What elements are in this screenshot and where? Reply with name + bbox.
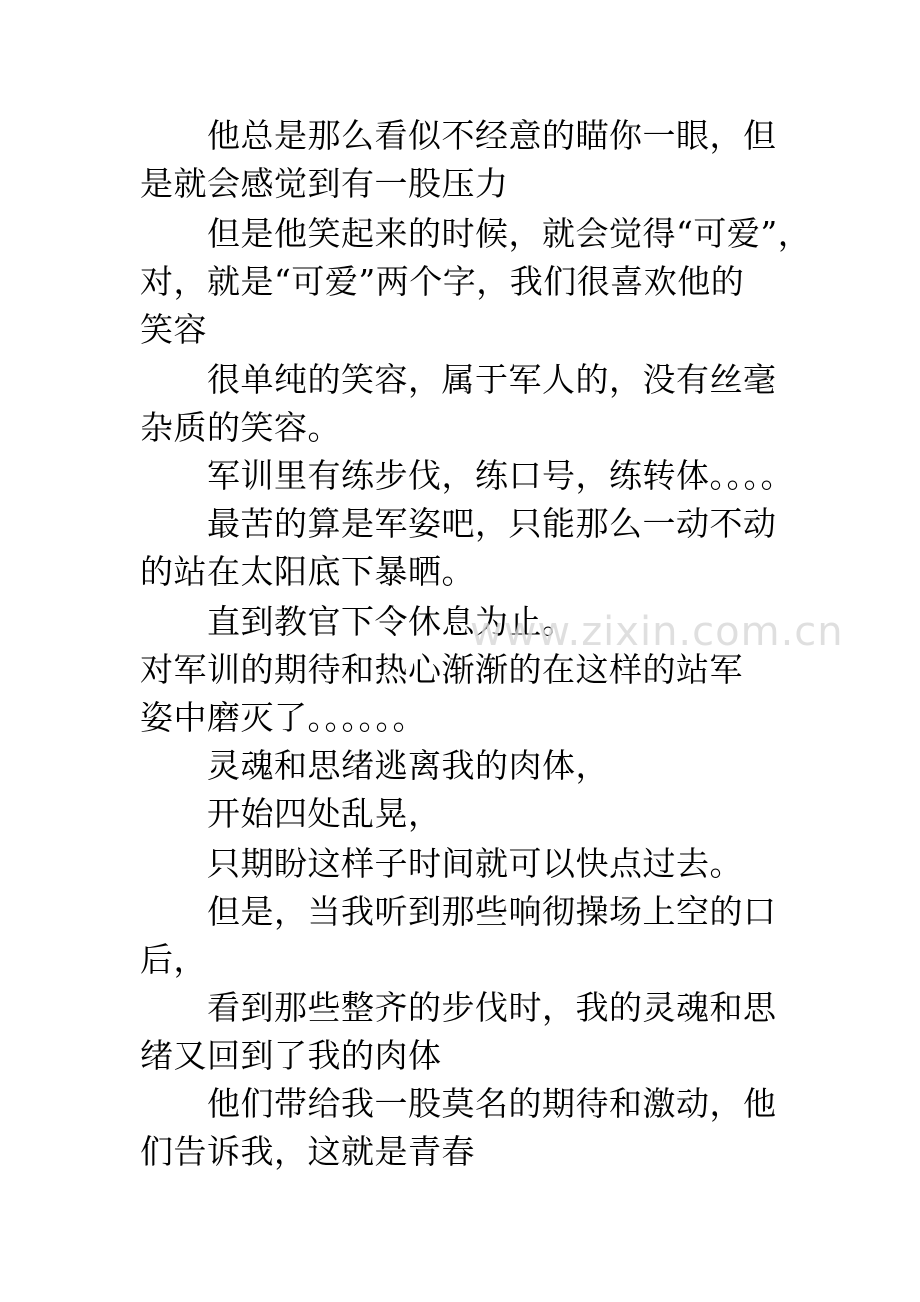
text-line: 的站在太阳底下暴晒。 [140,552,475,591]
text-line: 最苦的算是军姿吧，只能那么一动不动 [207,504,777,543]
text-line: 后， [140,940,207,979]
text-line: 对，就是“可爱”两个字，我们很喜欢他的 [140,262,745,301]
text-line: 绪又回到了我的肉体 [140,1036,442,1075]
text-line: 们告诉我，这就是青春 [140,1132,475,1171]
text-line: 看到那些整齐的步伐时，我的灵魂和思 [207,988,777,1027]
text-line: 但是，当我听到那些响彻操场上空的口 [207,892,777,931]
text-line: 杂质的笑容。 [140,408,341,447]
text-line: 灵魂和思绪逃离我的肉体， [207,746,609,785]
text-line: 对军训的期待和热心渐渐的在这样的站军 [140,650,743,689]
text-line: 很单纯的笑容，属于军人的，没有丝毫 [207,360,777,399]
text-line: 笑容 [140,310,207,349]
text-line: 直到教官下令休息为止。 [207,602,576,641]
text-line: 但是他笑起来的时候，就会觉得“可爱”， [207,214,812,253]
watermark: www.zixin.com.cn [470,609,844,655]
text-line: 是就会感觉到有一股压力 [140,164,509,203]
text-line: 开始四处乱晃， [207,794,442,833]
text-line: 姿中磨灭了。。。。。。 [140,698,426,737]
text-line: 军训里有练步伐，练口号，练转体。。。。 [207,456,794,495]
text-line: 他总是那么看似不经意的瞄你一眼，但 [207,116,777,155]
text-line: 只期盼这样子时间就可以快点过去。 [207,844,743,883]
text-line: 他们带给我一股莫名的期待和激动，他 [207,1084,777,1123]
